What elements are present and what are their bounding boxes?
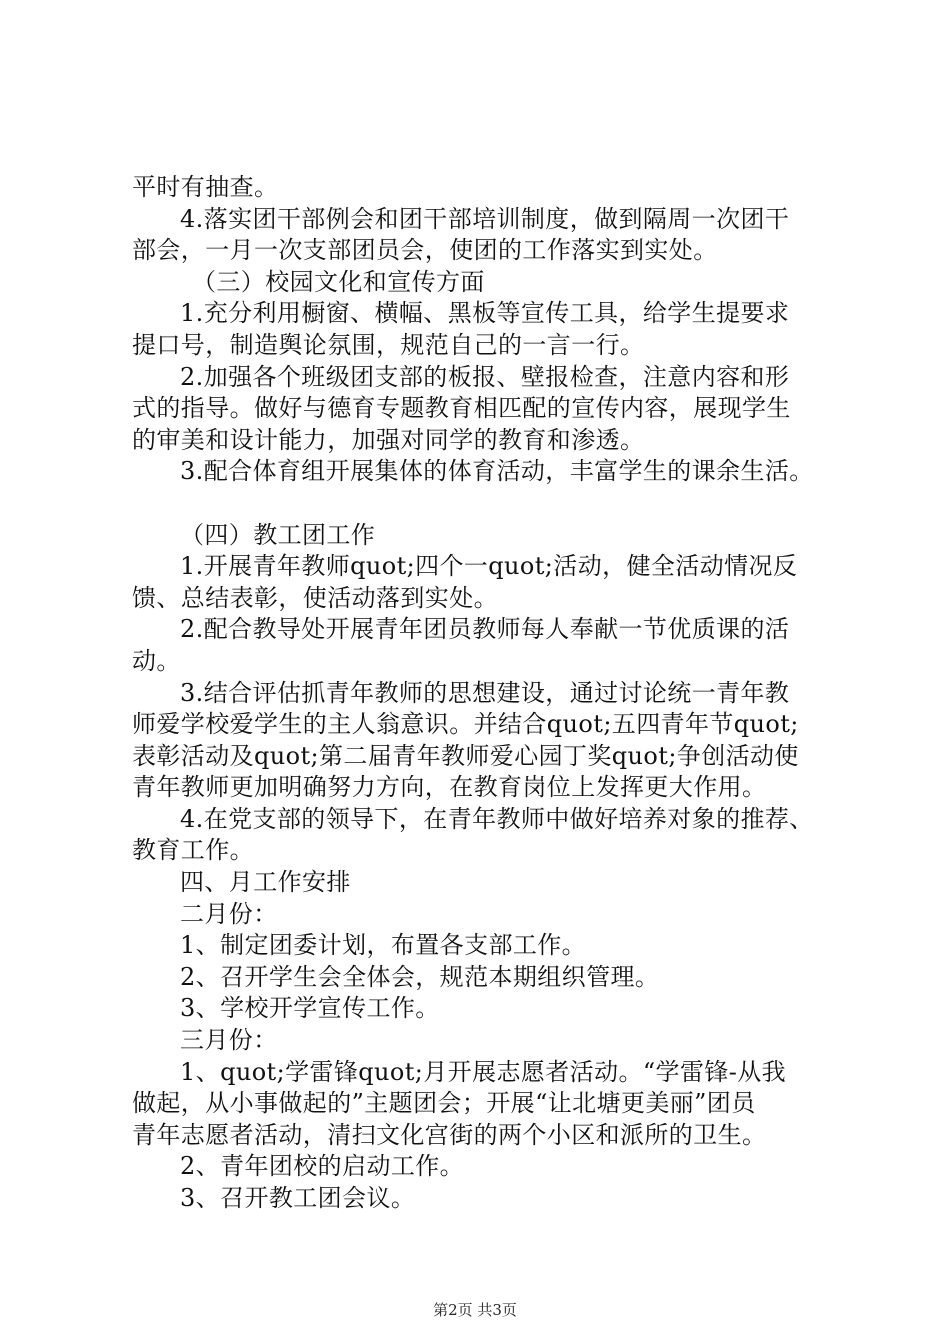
month-heading: 二月份： (180, 899, 278, 928)
text-line: 2.加强各个班级团支部的板报、壁报检查，注意内容和形 (180, 362, 790, 391)
text-line: 2.配合教导处开展青年团员教师每人奉献一节优质课的活 (180, 615, 790, 644)
text-line: 馈、总结表彰，使活动落到实处。 (132, 583, 498, 612)
text-line: 式的指导。做好与德育专题教育相匹配的宣传内容，展现学生 (132, 394, 791, 423)
text-line: 教育工作。 (132, 836, 254, 865)
text-line: 4.落实团干部例会和团干部培训制度，做到隔周一次团干 (180, 204, 790, 233)
section-heading: （四）教工团工作 (180, 520, 376, 549)
section-heading: （三）校园文化和宣传方面 (192, 267, 485, 296)
text-line: 平时有抽查。 (132, 173, 279, 201)
text-line: 提口号，制造舆论氛围，规范自己的一言一行。 (132, 330, 645, 359)
list-item: 1、quot;学雷锋quot;月开展志愿者活动。“学雷锋-从我 (180, 1057, 787, 1086)
text-line: 做起，从小事做起的”主题团会；开展“让北塘更美丽”团员 (132, 1089, 756, 1118)
text-line: 动。 (132, 646, 181, 675)
text-line: 青年教师更加明确努力方向，在教育岗位上发挥更大作用。 (132, 773, 767, 802)
text-line: 1.充分利用橱窗、横幅、黑板等宣传工具，给学生提要求 (180, 299, 790, 328)
text-line: 师爱学校爱学生的主人翁意识。并结合quot;五四青年节quot; (132, 710, 799, 739)
list-item: 3、学校开学宣传工作。 (180, 994, 440, 1023)
text-line: 的审美和设计能力，加强对同学的教育和渗透。 (132, 425, 645, 454)
text-line: 部会，一月一次支部团员会，使团的工作落实到实处。 (132, 236, 718, 265)
page-footer: 第2页 共3页 (433, 1301, 517, 1319)
text-line: 青年志愿者活动，清扫文化宫街的两个小区和派所的卫生。 (132, 1120, 767, 1149)
month-heading: 三月份： (180, 1026, 278, 1055)
text-line: 3.配合体育组开展集体的体育活动，丰富学生的课余生活。 (180, 457, 814, 486)
blank-line (132, 488, 852, 520)
list-item: 2、青年团校的启动工作。 (180, 1152, 465, 1181)
text-line: 1.开展青年教师quot;四个一quot;活动，健全活动情况反 (180, 552, 798, 581)
section-heading: 四、月工作安排 (180, 868, 351, 897)
document-body (132, 172, 852, 1215)
text-line: 表彰活动及quot;第二届青年教师爱心园丁奖quot;争创活动使 (132, 741, 799, 770)
text-line: 3.结合评估抓青年教师的思想建设，通过讨论统一青年教 (180, 678, 790, 707)
list-item: 2、召开学生会全体会，规范本期组织管理。 (180, 962, 660, 991)
list-item: 1、制定团委计划，布置各支部工作。 (180, 931, 587, 960)
list-item: 3、召开教工团会议。 (180, 1184, 416, 1212)
text-line: 4.在党支部的领导下，在青年教师中做好培养对象的推荐、 (180, 804, 814, 833)
